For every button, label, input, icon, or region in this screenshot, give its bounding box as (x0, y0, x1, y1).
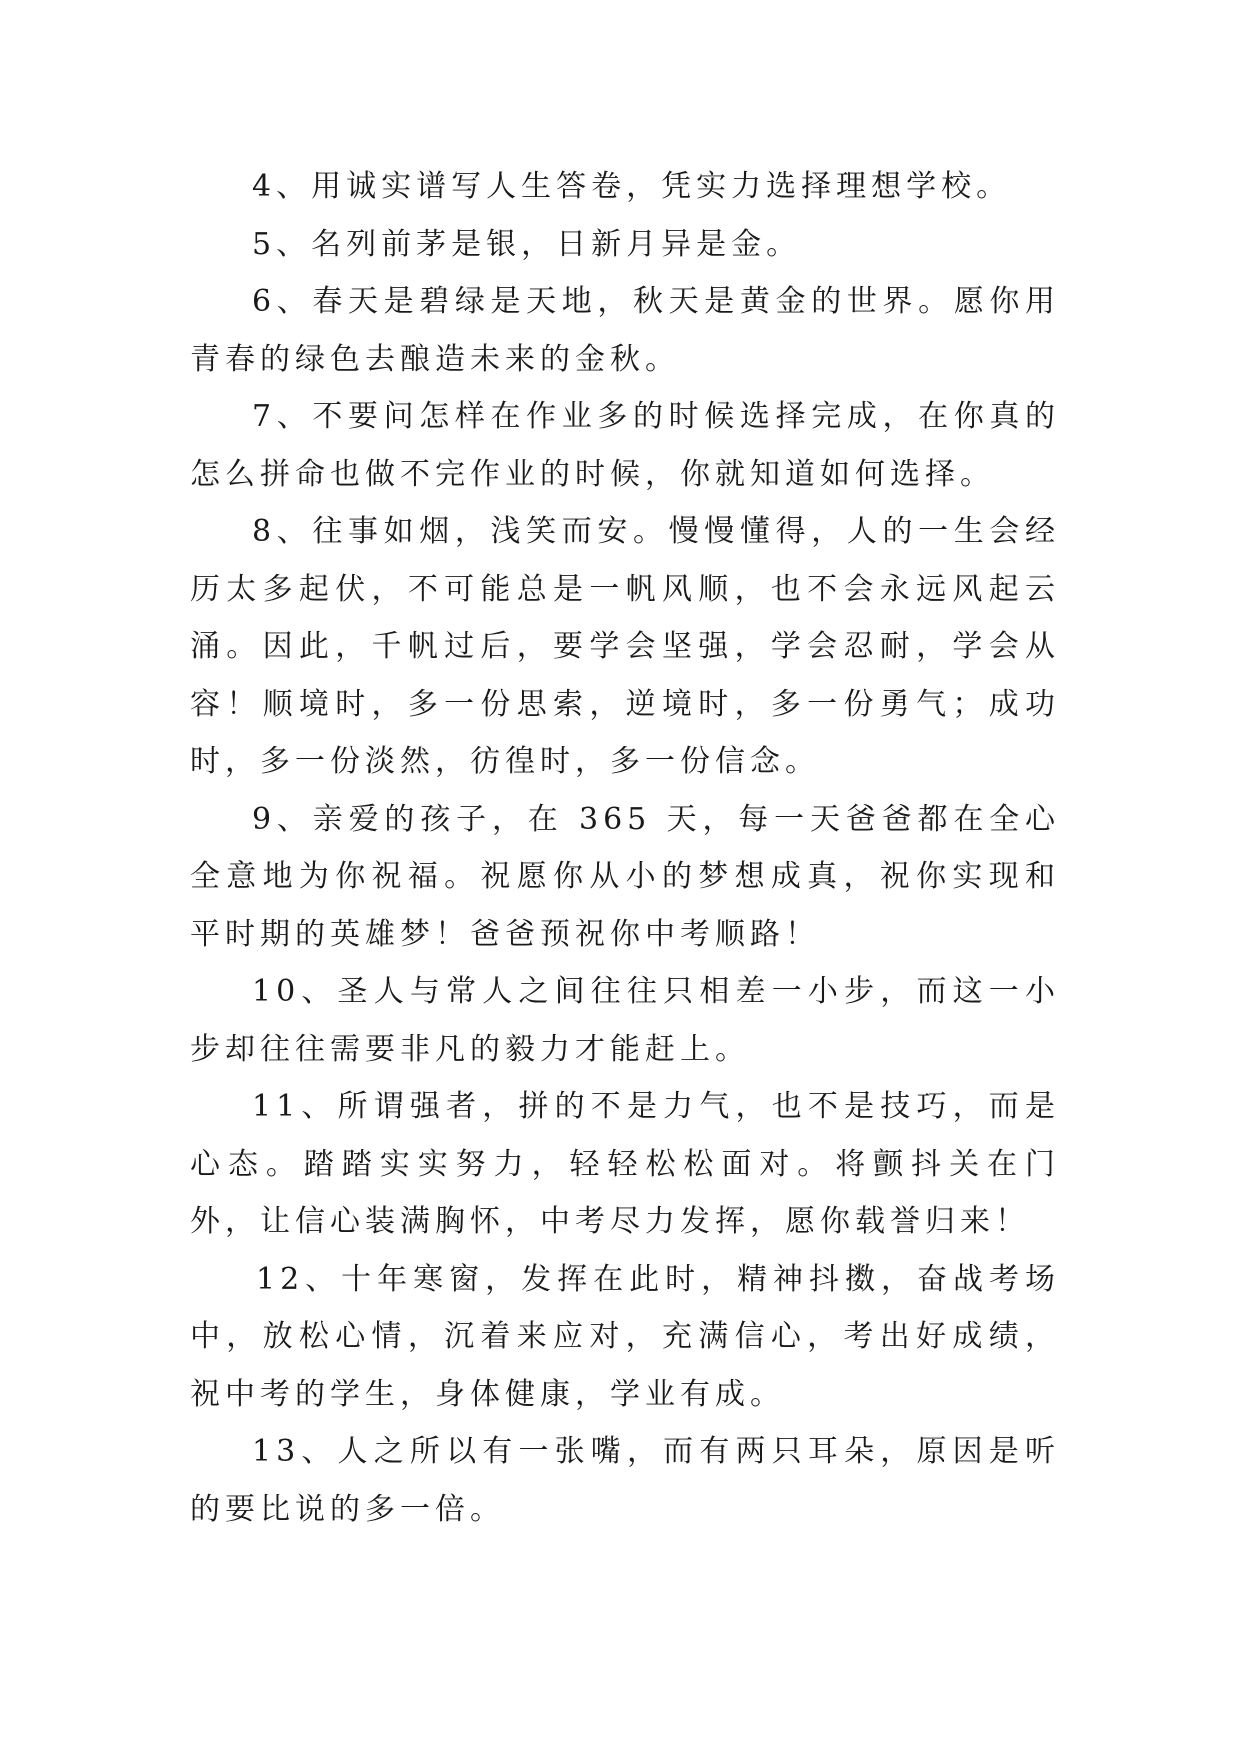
paragraph-6: 6、春天是碧绿是天地，秋天是黄金的世界。愿你用青春的绿色去酿造未来的金秋。 (190, 284, 1060, 377)
paragraph-12: 12、十年寒窗，发挥在此时，精神抖擞，奋战考场中，放松心情，沉着来应对，充满信心，考出好成绩，祝中考的学生，身体健康，学业有成。 (190, 1261, 1060, 1412)
paragraph-11: 11、所谓强者，拼的不是力气，也不是技巧，而是心态。踏踏实实努力，轻轻松松面对。将颤抖关在门外，让信心装满胸怀，中考尽力发挥，愿你载誉归来！ (190, 1089, 1060, 1239)
paragraph-10: 10、圣人与常人之间往往只相差一小步，而这一小步却往往需要非凡的毅力才能赶上。 (190, 974, 1060, 1067)
paragraph-5: 5、名列前茅是银，日新月异是金。 (252, 226, 802, 262)
paragraph-13: 13、人之所以有一张嘴，而有两只耳朵，原因是听的要比说的多一倍。 (190, 1434, 1060, 1527)
paragraph-8: 8、往事如烟，浅笑而安。慢慢懂得，人的一生会经历太多起伏，不可能总是一帆风顺，也不会永远风起云涌。因此，千帆过后，要学会坚强，学会忍耐，学会从容！顺境时，多一份思索，逆境时，多一份勇气；成功时，多一份淡然，彷徨时，多一份信念。 (190, 514, 1060, 779)
paragraph-9: 9、亲爱的孩子，在 365 天，每一天爸爸都在全心全意地为你祝福。祝愿你从小的梦想成真，祝你实现和平时期的英雄梦！爸爸预祝你中考顺路！ (190, 801, 1060, 952)
document-body (190, 158, 1060, 1538)
paragraph-7: 7、不要问怎样在作业多的时候选择完成，在你真的怎么拼命也做不完作业的时候，你就知道如何选择。 (190, 399, 1060, 492)
paragraph-4: 4、用诚实谱写人生答卷，凭实力选择理想学校。 (252, 169, 1012, 204)
